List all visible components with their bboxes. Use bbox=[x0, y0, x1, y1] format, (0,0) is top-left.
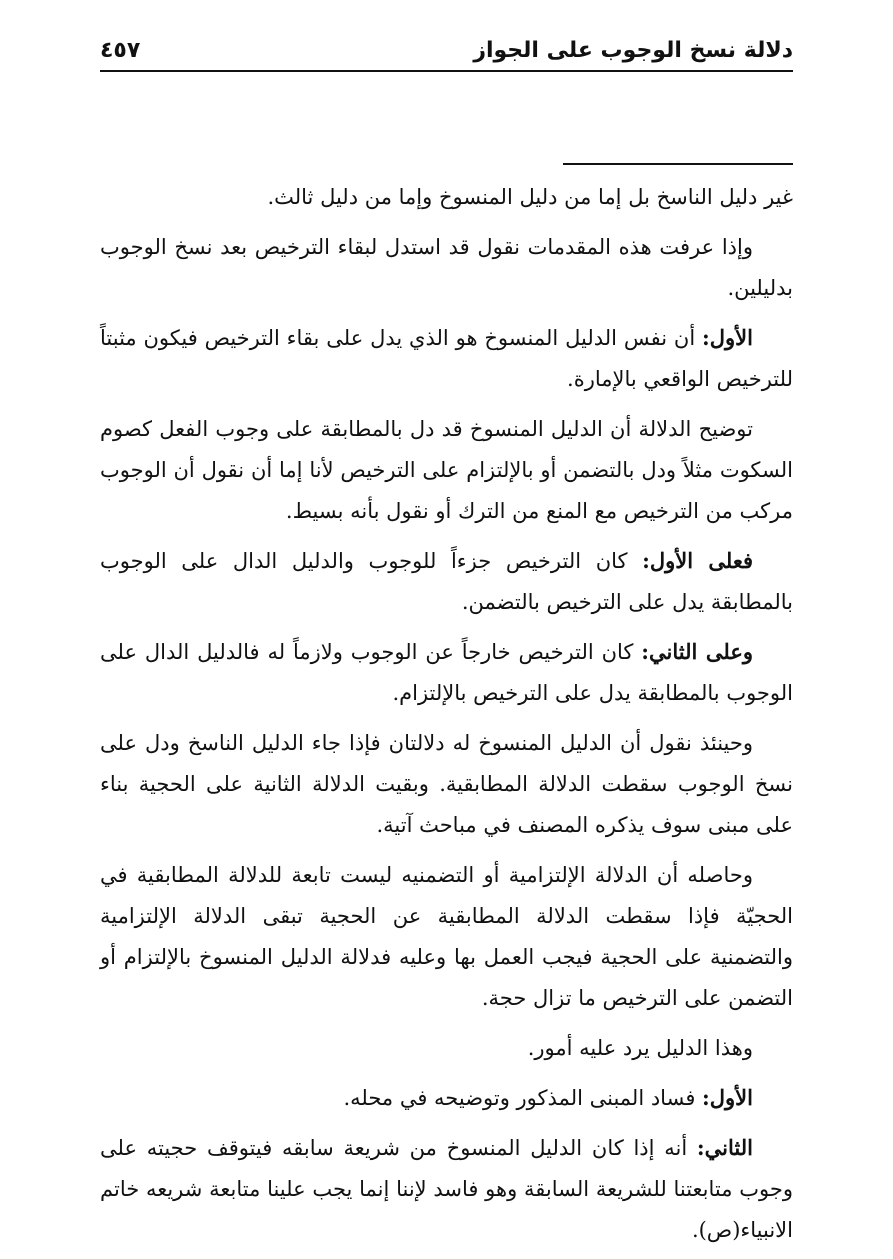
body-text bbox=[100, 176, 793, 1259]
paragraph: الأول: أن نفس الدليل المنسوخ هو الذي يدل على بقاء الترخيص فيكون مثبتاً للترخيص الواقعي بالإمارة. bbox=[100, 325, 793, 391]
paragraph: وإذا عرفت هذه المقدمات نقول قد استدل لبقاء الترخيص بعد نسخ الوجوب بدليلين. bbox=[100, 235, 793, 300]
paragraph: فعلى الأول: كان الترخيص جزءاً للوجوب والدليل الدال على الوجوب بالمطابقة يدل على الترخيص بالتضمن. bbox=[100, 548, 793, 614]
paragraph: وحاصله أن الدلالة الإلتزامية أو التضمنيه ليست تابعة للدلالة المطابقية في الحجيّة فإذا سقطت الدلالة المطابقية عن الحجية تبقى الدلالة الإلتزامية والتضمنية على الحجية فيجب العمل بها وعليه فدلالة الدليل المنسوخ بالإلتزام أو التضمن على الترخيص ما تزال حجة. bbox=[100, 863, 793, 1010]
page-header bbox=[100, 30, 793, 72]
paragraph: توضيح الدلالة أن الدليل المنسوخ قد دل بالمطابقة على وجوب الفعل كصوم السكوت مثلاً ودل بالتضمن أو بالإلتزام على الترخيص لأنا إما أن نقول أن الوجوب مركب من الترخيص مع المنع من الترك أو نقول بأنه بسيط. bbox=[100, 417, 793, 523]
paragraph: الأول: فساد المبنى المذكور وتوضيحه في محله. bbox=[343, 1085, 753, 1110]
page-number: ٤٥٧ bbox=[100, 37, 141, 63]
paragraph: وهذا الدليل يرد عليه أمور. bbox=[527, 1036, 753, 1060]
footnote-divider bbox=[563, 163, 793, 165]
paragraph: الثاني: أنه إذا كان الدليل المنسوخ من شريعة سابقه فيتوقف حجيته على وجوب متابعتنا للشريعة السابقة وهو فاسد لإننا إنما يجب علينا متابعة شريعه خاتم الانبياء(ص). bbox=[100, 1135, 793, 1242]
paragraph: وعلى الثاني: كان الترخيص خارجاً عن الوجوب ولازماً له فالدليل الدال على الوجوب بالمطابقة يدل على الترخيص بالإلتزام. bbox=[100, 639, 793, 705]
running-title: دلالة نسخ الوجوب على الجواز bbox=[473, 37, 793, 63]
paragraph: وحينئذ نقول أن الدليل المنسوخ له دلالتان فإذا جاء الدليل الناسخ ودل على نسخ الوجوب سقطت الدلالة المطابقية. وبقيت الدلالة الثانية على الحجية بناء على مبنى سوف يذكره المصنف في مباحث آتية. bbox=[100, 731, 793, 837]
paragraph: غير دليل الناسخ بل إما من دليل المنسوخ وإما من دليل ثالث. bbox=[267, 185, 793, 209]
